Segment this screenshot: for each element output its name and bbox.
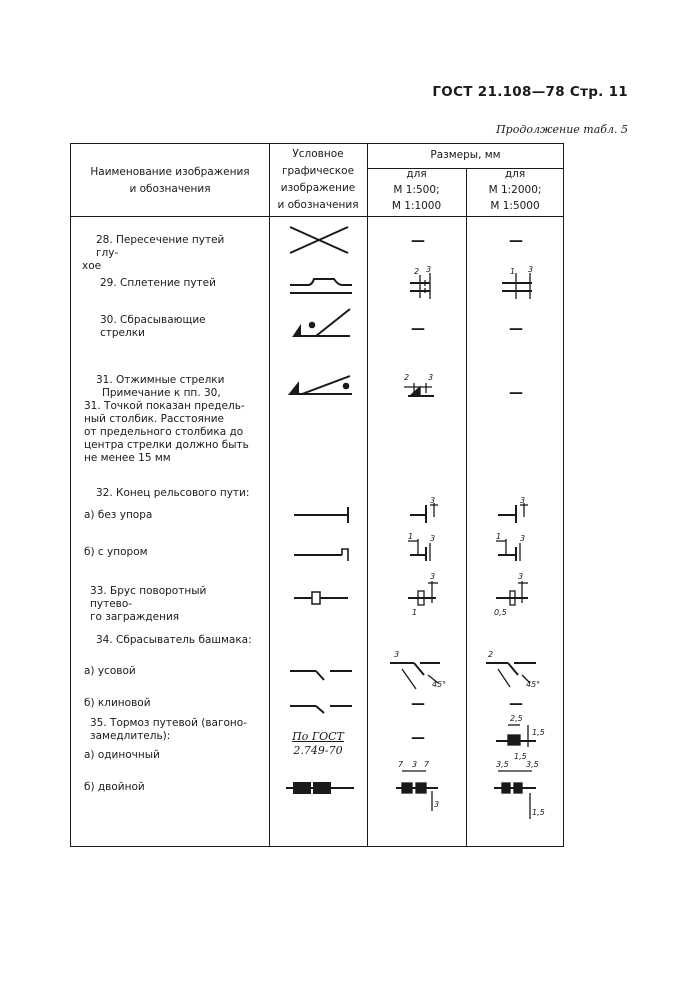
- dim-label: 1,5: [514, 752, 527, 761]
- barrier-beam-dim-1: [408, 581, 438, 605]
- dash: —: [411, 696, 425, 712]
- dim-label: 3: [426, 265, 432, 274]
- row-34b-label: б) клиновой: [84, 697, 151, 709]
- spring-switch-dim: [404, 383, 434, 396]
- dim-label: 3: [434, 800, 440, 809]
- dim-label: 1: [412, 608, 418, 617]
- row-34-label: 34. Сбрасыватель башмака:: [96, 634, 252, 646]
- dim-label: 3: [430, 534, 436, 543]
- row-34a-label: а) усовой: [84, 665, 136, 677]
- page-header: ГОСТ 21.108—78 Стр. 11: [432, 84, 628, 100]
- row-28-label: 28. Пересечение путей глу- хое: [82, 234, 225, 272]
- dash: —: [509, 696, 523, 712]
- dim-label: 2: [404, 373, 410, 382]
- dim-label: 1: [510, 267, 516, 276]
- dim-label: 3: [528, 265, 534, 274]
- row-35b-label: б) двойной: [84, 781, 145, 793]
- col-name-header: Наименование изображения и обозначения: [90, 166, 250, 195]
- dim-label: 2: [488, 650, 494, 659]
- row-35-label: 35. Тормоз путевой (вагоно- замедлитель):: [90, 717, 247, 742]
- gauntlet-dim-2: [502, 273, 532, 299]
- retarder-dim-single: [496, 725, 536, 747]
- dim-label: 1,5: [532, 728, 545, 737]
- row-32b-label: б) с упором: [84, 546, 148, 558]
- dim-label: 3: [412, 760, 418, 769]
- row-31-note: Примечание к пп. 30, 31. Точкой показан предель- ный столбик. Расстояние от предельного столбика до центра стрелки должно быть не менее 15 мм: [84, 387, 249, 464]
- dim-label: 7: [398, 760, 404, 769]
- gauntlet-dim-1: [410, 273, 430, 299]
- dim-label: 7: [424, 760, 430, 769]
- wedge-derailer-symbol: [290, 706, 352, 713]
- dim-label: 3: [394, 650, 400, 659]
- dim-label: 45°: [526, 680, 541, 689]
- retarder-dim-double-1: [396, 771, 438, 811]
- retarder-dim-double-2: [494, 771, 536, 819]
- dim-label: 3: [518, 572, 524, 581]
- row-30-label: 30. Сбрасывающие стрелки: [100, 314, 206, 339]
- track-end-buffer-symbol: [294, 549, 348, 561]
- dim-label: 3,5: [496, 760, 509, 769]
- row-32-label: 32. Конец рельсового пути:: [96, 487, 250, 499]
- dim-label: 3: [520, 534, 526, 543]
- gost-reference: По ГОСТ 2.749-70: [292, 730, 344, 757]
- track-end-symbol: [294, 507, 348, 523]
- spring-switch-symbol: [290, 376, 352, 394]
- dim-label: 3,5: [526, 760, 539, 769]
- col-scale2-header: для М 1:2000; М 1:5000: [488, 168, 542, 212]
- dimension-graphics: [368, 143, 564, 847]
- col-scale1-header: для М 1:500; М 1:1000: [391, 168, 442, 212]
- track-end-buffer-dim-2: [496, 539, 520, 561]
- row-31-label: 31. Отжимные стрелки: [96, 374, 225, 386]
- dim-label: 3: [430, 572, 436, 581]
- table-continuation-label: Продолжение табл. 5: [496, 123, 628, 136]
- row-32a-label: а) без упора: [84, 509, 153, 521]
- col-sizes-header: Размеры, мм: [430, 149, 501, 161]
- derail-switch-symbol: [294, 309, 350, 336]
- row-33-label: 33. Брус поворотный путево- го заграждения: [90, 585, 207, 623]
- col-symbol-header: Условное графическое изображение и обозначения: [277, 148, 359, 211]
- dim-label: 1: [496, 532, 502, 541]
- row-35a-label: а) одиночный: [84, 749, 160, 761]
- track-end-buffer-dim-1: [408, 539, 430, 561]
- dim-label: 3: [520, 496, 526, 505]
- dim-label: 1: [408, 532, 414, 541]
- dash: —: [509, 321, 523, 337]
- track-end-dim-1: [410, 503, 438, 523]
- dim-label: 0,5: [494, 608, 507, 617]
- dim-label: 2,5: [510, 714, 523, 723]
- row-29-label: 29. Сплетение путей: [100, 277, 216, 289]
- dash: —: [411, 321, 425, 337]
- dim-label: 2: [414, 267, 420, 276]
- dim-label: 45°: [432, 680, 447, 689]
- dash: —: [509, 385, 523, 401]
- dim-label: 1,5: [532, 808, 545, 817]
- dash: —: [411, 730, 425, 746]
- dash: —: [509, 233, 523, 249]
- dash: —: [411, 233, 425, 249]
- dim-label: 3: [428, 373, 434, 382]
- gauntlet-symbol: [290, 279, 352, 293]
- track-end-dim-2: [498, 503, 528, 523]
- crossing-symbol: [290, 227, 348, 253]
- dim-label: 3: [430, 496, 436, 505]
- barrier-beam-dim-2: [496, 581, 528, 605]
- barrier-beam-symbol: [294, 592, 348, 604]
- double-retarder-symbol: [286, 783, 354, 793]
- horn-derailer-symbol: [290, 671, 352, 680]
